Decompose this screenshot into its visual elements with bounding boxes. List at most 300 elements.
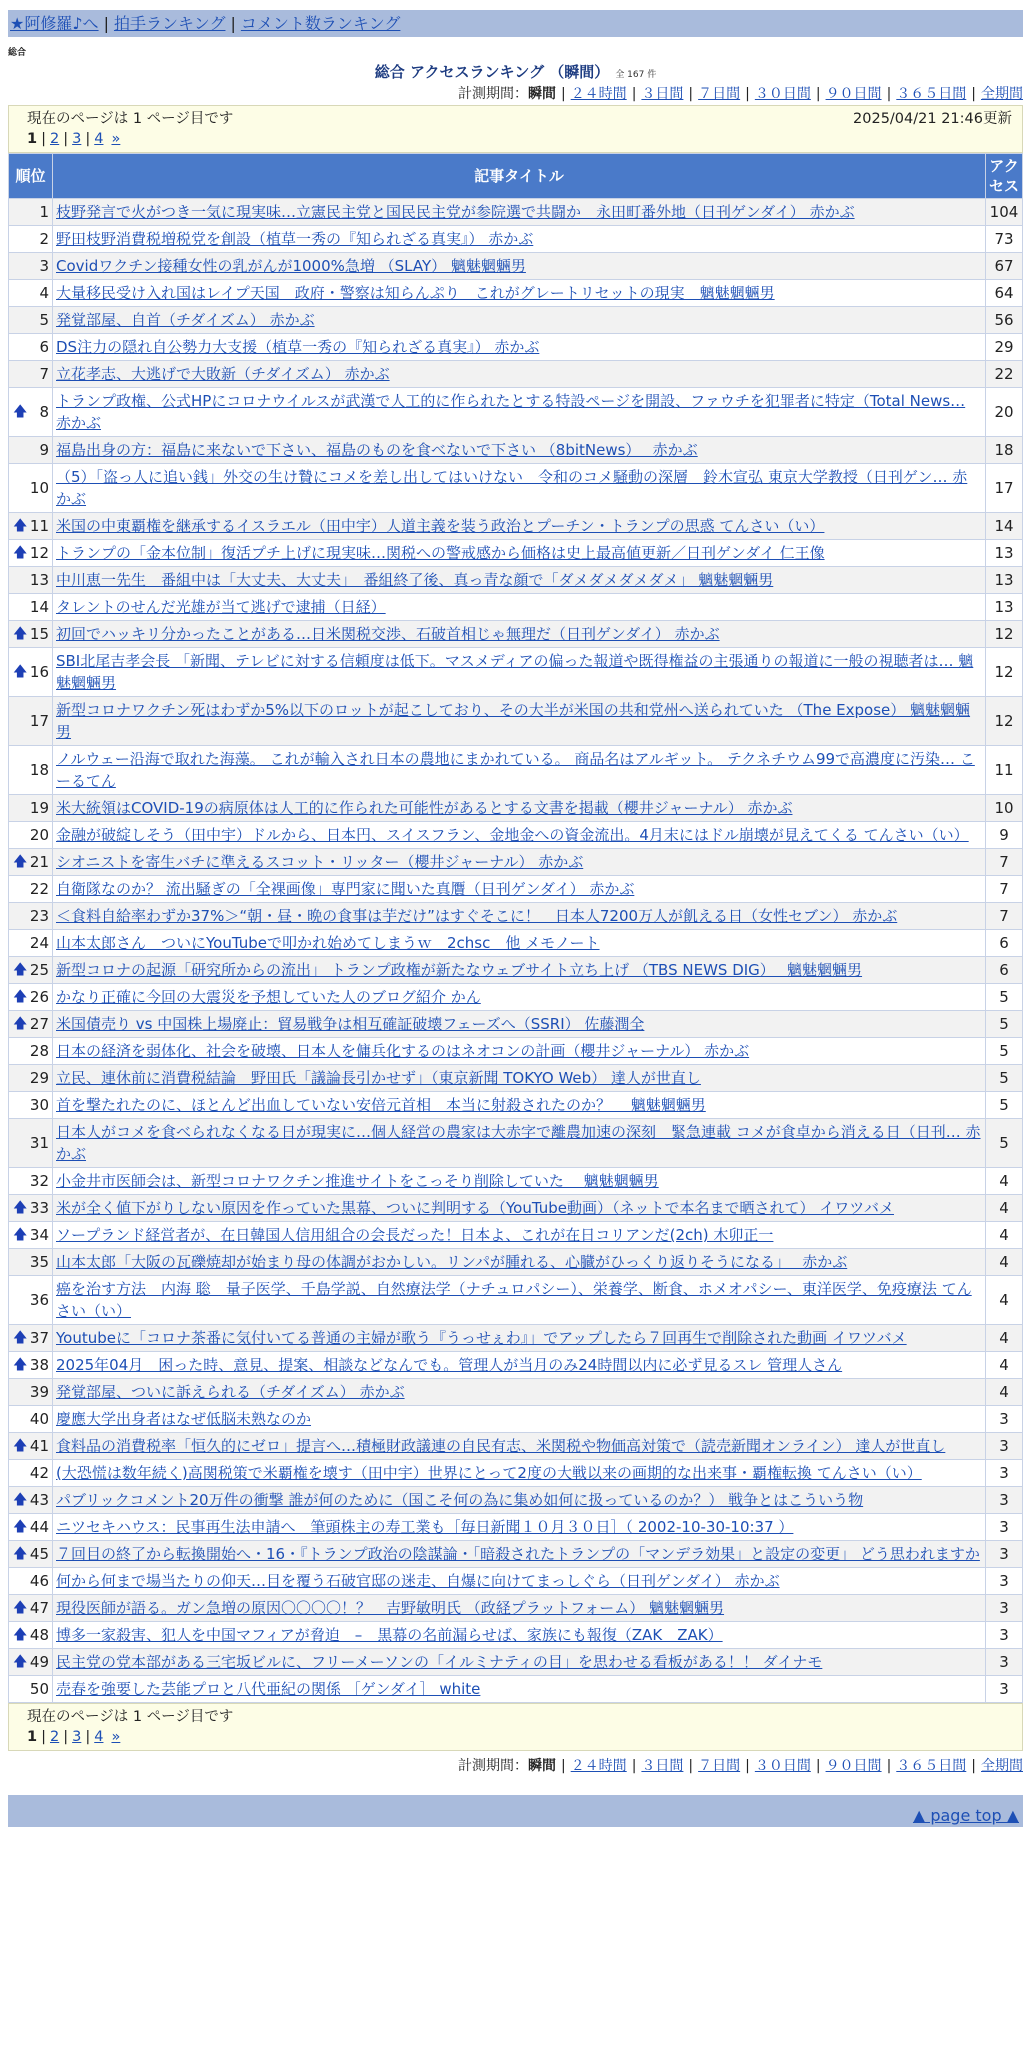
article-link[interactable]: シオニストを寄生バチに準えるスコット・リッター（櫻井ジャーナル） 赤かぶ bbox=[56, 853, 584, 871]
access-count: 13 bbox=[986, 567, 1023, 594]
pager-link-3[interactable]: 3 bbox=[72, 131, 82, 147]
title-cell bbox=[53, 795, 986, 822]
title-cell bbox=[53, 307, 986, 334]
access-count: 3 bbox=[986, 1595, 1023, 1622]
access-count: 4 bbox=[986, 1379, 1023, 1406]
article-link[interactable]: 癌を治す方法 内海 聡 量子医学、千島学説、自然療法学（ナチュロパシー）、栄養学、断食、ホメオパシー、東洋医学、免疫療法 てんさい（い） bbox=[56, 1280, 972, 1320]
table-row bbox=[9, 1622, 1023, 1649]
access-count: 5 bbox=[986, 1038, 1023, 1065]
rank-cell bbox=[9, 1352, 53, 1379]
table-row bbox=[9, 253, 1023, 280]
table-row bbox=[9, 1325, 1023, 1352]
access-count: 5 bbox=[986, 1092, 1023, 1119]
title-cell bbox=[53, 648, 986, 697]
article-link[interactable]: 売春を強要した芸能プロと八代亜紀の関係 ［ゲンダイ］ white bbox=[56, 1680, 481, 1698]
period-option-6[interactable]: 全期間 bbox=[981, 1758, 1023, 1774]
updated-timestamp: 2025/04/21 21:46更新 bbox=[853, 111, 1012, 127]
rank-cell bbox=[9, 1406, 53, 1433]
title-cell bbox=[53, 1595, 986, 1622]
rank-number: 45 bbox=[29, 1545, 49, 1563]
table-row bbox=[9, 1649, 1023, 1676]
article-link[interactable]: 自衛隊なのか？ 流出騒ぎの「全裸画像」専門家に聞いた真贋（日刊ゲンダイ） 赤かぶ bbox=[56, 880, 635, 898]
access-count: 9 bbox=[986, 822, 1023, 849]
rank-cell bbox=[9, 1676, 53, 1703]
access-count: 29 bbox=[986, 334, 1023, 361]
period-option-0[interactable]: ２４時間 bbox=[570, 1758, 627, 1774]
pager-separator: | bbox=[85, 131, 91, 147]
rank-number: 16 bbox=[29, 663, 49, 681]
rank-cell bbox=[9, 1065, 53, 1092]
rank-number: 2 bbox=[39, 230, 49, 248]
title-cell bbox=[53, 876, 986, 903]
rank-number: 26 bbox=[29, 988, 49, 1006]
article-link[interactable]: ノルウェー沿海で取れた海藻。 これが輸入され日本の農地にまかれている。 商品名はアルギット。 テクネチウム99で高濃度に汚染… こーるてん bbox=[56, 750, 975, 790]
access-count: 67 bbox=[986, 253, 1023, 280]
access-count: 5 bbox=[986, 1011, 1023, 1038]
title-cell bbox=[53, 1222, 986, 1249]
nav-link-ashura[interactable]: ★阿修羅♪へ bbox=[10, 14, 99, 33]
article-link[interactable]: 新型コロナワクチン死はわずか5%以下のロットが起こしており、その大半が米国の共和党州へ送られていた （The Expose） 魑魅魍魎男 bbox=[56, 701, 971, 741]
rank-number: 4 bbox=[39, 284, 49, 302]
up-arrow-icon: 🡅 bbox=[13, 1200, 28, 1216]
article-link[interactable]: 現役医師が語る。ガン急増の原因〇〇〇〇！？ 吉野敏明氏 （政経プラットフォーム） 魑魅魍魎男 bbox=[56, 1599, 725, 1617]
access-count: 4 bbox=[986, 1195, 1023, 1222]
up-arrow-icon: 🡅 bbox=[13, 626, 28, 642]
pager-link-3[interactable]: 3 bbox=[72, 1729, 82, 1745]
rank-number: 39 bbox=[29, 1383, 49, 1401]
title-cell bbox=[53, 437, 986, 464]
article-link[interactable]: 中川恵一先生 番組中は「大丈夫、大丈夫」 番組終了後、真っ青な顔で「ダメダメダメダメ」 魑魅魍魎男 bbox=[56, 571, 774, 589]
article-link[interactable]: 金融が破綻しそう（田中宇）ドルから、日本円、スイスフラン、金地金への資金流出。4月末にはドル崩壊が見えてくる てんさい（い） bbox=[56, 826, 969, 844]
article-link[interactable]: 初回でハッキリ分かったことがある…日米関税交渉、石破首相じゃ無理だ（日刊ゲンダイ） 赤かぶ bbox=[56, 625, 720, 643]
rank-number: 37 bbox=[29, 1329, 49, 1347]
rank-cell bbox=[9, 334, 53, 361]
title-cell bbox=[53, 1541, 986, 1568]
pager-link-4[interactable]: 4 bbox=[94, 1729, 104, 1745]
access-count: 56 bbox=[986, 307, 1023, 334]
rank-cell bbox=[9, 746, 53, 795]
article-link[interactable]: トランプの「金本位制」復活プチ上げに現実味…関税への警戒感から価格は史上最高値更新／日刊ゲンダイ 仁王像 bbox=[56, 544, 825, 562]
access-count: 17 bbox=[986, 464, 1023, 513]
period-separator: | bbox=[886, 86, 892, 102]
article-link[interactable]: 枝野発言で火がつき一気に現実味…立憲民主党と国民民主党が参院選で共闘か 永田町番外地（日刊ゲンダイ） 赤かぶ bbox=[56, 203, 855, 221]
article-link[interactable]: 米が全く値下がりしない原因を作っていた黒幕、ついに判明する（YouTube動画）（ネットで本名まで晒されて） イワツバメ bbox=[56, 1199, 894, 1217]
access-count: 12 bbox=[986, 697, 1023, 746]
period-option-5[interactable]: ３６５日間 bbox=[896, 1758, 967, 1774]
title-cell bbox=[53, 746, 986, 795]
period-current: 瞬間 bbox=[527, 1758, 556, 1774]
pager-bottom bbox=[27, 1727, 1012, 1747]
rank-number: 40 bbox=[29, 1410, 49, 1428]
rank-number: 5 bbox=[39, 311, 49, 329]
table-row bbox=[9, 1119, 1023, 1168]
table-row bbox=[9, 795, 1023, 822]
period-option-1[interactable]: ３日間 bbox=[641, 1758, 684, 1774]
rank-number: 35 bbox=[29, 1253, 49, 1271]
period-selector bbox=[0, 83, 1023, 105]
period-option-1[interactable]: ３日間 bbox=[641, 86, 684, 102]
up-arrow-icon: 🡅 bbox=[13, 1627, 28, 1643]
period-separator: | bbox=[971, 86, 976, 102]
title-cell bbox=[53, 1460, 986, 1487]
ranking-title: 総合 アクセスランキング （瞬間） bbox=[374, 63, 610, 81]
rank-number: 49 bbox=[29, 1653, 49, 1671]
access-count: 3 bbox=[986, 1676, 1023, 1703]
rank-cell bbox=[9, 1460, 53, 1487]
title-cell bbox=[53, 199, 986, 226]
current-page-text-bottom: 現在のページは 1 ページ目です bbox=[27, 1709, 234, 1725]
table-row bbox=[9, 1541, 1023, 1568]
article-link[interactable]: パブリックコメント20万件の衝撃 誰が何のために（国こそ何の為に集め如何に扱っているのか？） 戦争とはこういう物 bbox=[56, 1491, 864, 1509]
top-navigation bbox=[8, 10, 1023, 37]
period-option-3[interactable]: ３０日間 bbox=[754, 1758, 811, 1774]
rank-cell bbox=[9, 795, 53, 822]
title-cell bbox=[53, 1065, 986, 1092]
table-row bbox=[9, 513, 1023, 540]
rank-cell bbox=[9, 226, 53, 253]
table-row bbox=[9, 984, 1023, 1011]
pager-link-4[interactable]: 4 bbox=[94, 131, 104, 147]
title-cell bbox=[53, 1011, 986, 1038]
table-row bbox=[9, 361, 1023, 388]
article-link[interactable]: 日本人がコメを食べられなくなる日が現実に…個人経営の農家は大赤字で離農加速の深刻 緊急連載 コメが食卓から消える日（日刊… 赤かぶ bbox=[56, 1123, 981, 1163]
article-link[interactable]: 博多一家殺害、犯人を中国マフィアが脅迫 – 黒幕の名前漏らせば、家族にも報復（ZAK ZAK） bbox=[56, 1626, 723, 1644]
table-row bbox=[9, 1011, 1023, 1038]
table-row bbox=[9, 540, 1023, 567]
article-link[interactable]: 福島出身の方：福島に来ないで下さい、福島のものを食べないで下さい （8bitNews） 赤かぶ bbox=[56, 441, 698, 459]
title-cell bbox=[53, 567, 986, 594]
up-arrow-icon: 🡅 bbox=[13, 1227, 28, 1243]
access-count: 13 bbox=[986, 540, 1023, 567]
pager-link-2[interactable]: 2 bbox=[49, 131, 60, 147]
period-separator: | bbox=[688, 86, 694, 102]
pager-link-2[interactable]: 2 bbox=[49, 1729, 60, 1745]
period-separator: | bbox=[971, 1758, 976, 1774]
rank-cell bbox=[9, 594, 53, 621]
title-cell bbox=[53, 1379, 986, 1406]
title-cell bbox=[53, 1487, 986, 1514]
title-cell bbox=[53, 1352, 986, 1379]
table-row bbox=[9, 1406, 1023, 1433]
article-link[interactable]: ニツセキハウス：民事再生法申請へ 筆頭株主の寿工業も［毎日新聞１０月３０日］（ 2002-10-30-10:37 ） bbox=[56, 1518, 794, 1536]
rank-number: 7 bbox=[39, 365, 49, 383]
title-cell bbox=[53, 1568, 986, 1595]
rank-cell bbox=[9, 1433, 53, 1460]
rank-number: 6 bbox=[39, 338, 49, 356]
period-option-6[interactable]: 全期間 bbox=[981, 86, 1023, 102]
pager-separator: | bbox=[63, 1729, 69, 1745]
access-count: 5 bbox=[986, 984, 1023, 1011]
access-count: 3 bbox=[986, 1487, 1023, 1514]
rank-number: 25 bbox=[29, 961, 49, 979]
rank-cell bbox=[9, 1011, 53, 1038]
rank-number: 18 bbox=[29, 761, 49, 779]
rank-number: 22 bbox=[29, 880, 49, 898]
header-title: 記事タイトル bbox=[53, 154, 986, 199]
access-count: 10 bbox=[986, 795, 1023, 822]
period-option-4[interactable]: ９０日間 bbox=[825, 1758, 882, 1774]
table-row bbox=[9, 822, 1023, 849]
up-arrow-icon: 🡅 bbox=[13, 1654, 28, 1670]
article-link[interactable]: かなり正確に今回の大震災を予想していた人のブログ紹介 かん bbox=[56, 988, 481, 1006]
article-link[interactable]: 何から何まで場当たりの仰天…目を覆う石破官邸の迷走、自爆に向けてまっしぐら（日刊ゲンダイ） 赤かぶ bbox=[56, 1572, 780, 1590]
rank-cell bbox=[9, 1092, 53, 1119]
article-link[interactable]: 日本の経済を弱体化、社会を破壊、日本人を傭兵化するのはネオコンの計画（櫻井ジャーナル） 赤かぶ bbox=[56, 1042, 750, 1060]
access-count: 4 bbox=[986, 1222, 1023, 1249]
page-top-link[interactable]: ▲ page top ▲ bbox=[912, 1806, 1019, 1825]
period-separator: | bbox=[815, 1758, 821, 1774]
article-link[interactable]: 新型コロナの起源「研究所からの流出」 トランプ政権が新たなウェブサイト立ち上げ （TBS NEWS DIG） 魑魅魍魎男 bbox=[56, 961, 863, 979]
rank-number: 43 bbox=[29, 1491, 49, 1509]
pager-next[interactable]: » bbox=[111, 1729, 121, 1745]
table-row bbox=[9, 1038, 1023, 1065]
up-arrow-icon: 🡅 bbox=[13, 854, 28, 870]
table-row bbox=[9, 464, 1023, 513]
rank-cell bbox=[9, 697, 53, 746]
article-link[interactable]: (大恐慌は数年続く)高関税策で米覇権を壊す（田中宇）世界にとって2度の大戦以来の画期的な出来事・覇権転換 てんさい（い） bbox=[56, 1464, 922, 1482]
rank-cell bbox=[9, 849, 53, 876]
article-link[interactable]: SBI北尾吉孝会長 「新聞、テレビに対する信頼度は低下。マスメディアの偏った報道や既得権益の主張通りの報道に一般の視聴者は… 魑魅魍魎男 bbox=[56, 652, 974, 692]
rank-number: 36 bbox=[29, 1291, 49, 1309]
table-row bbox=[9, 1276, 1023, 1325]
title-cell bbox=[53, 1514, 986, 1541]
pager bbox=[27, 129, 1012, 149]
nav-link-comment-ranking[interactable]: コメント数ランキング bbox=[240, 14, 401, 33]
nav-link-clap-ranking[interactable]: 拍手ランキング bbox=[113, 14, 226, 33]
rank-cell bbox=[9, 1514, 53, 1541]
article-link[interactable]: 食料品の消費税率「恒久的にゼロ」提言へ…積極財政議連の自民有志、米関税や物価高対策で（読売新聞オンライン） 達人が世直し bbox=[56, 1437, 946, 1455]
access-count: 4 bbox=[986, 1325, 1023, 1352]
rank-cell bbox=[9, 1622, 53, 1649]
table-row bbox=[9, 307, 1023, 334]
table-row bbox=[9, 746, 1023, 795]
table-row bbox=[9, 199, 1023, 226]
table-row bbox=[9, 1676, 1023, 1703]
title-cell bbox=[53, 253, 986, 280]
table-row bbox=[9, 1460, 1023, 1487]
access-count: 18 bbox=[986, 437, 1023, 464]
title-cell bbox=[53, 1119, 986, 1168]
rank-cell bbox=[9, 1649, 53, 1676]
article-link[interactable]: Covidワクチン接種女性の乳がんが1000%急増 （SLAY） 魑魅魍魎男 bbox=[56, 257, 526, 275]
article-link[interactable]: 民主党の党本部がある三宅坂ビルに、フリーメーソンの「イルミナティの目」を思わせる看板がある！！ ダイナモ bbox=[56, 1653, 823, 1671]
access-count: 4 bbox=[986, 1352, 1023, 1379]
rank-number: 46 bbox=[29, 1572, 49, 1590]
article-link[interactable]: 米大統領はCOVID-19の病原体は人工的に作られた可能性があるとする文書を掲載（櫻井ジャーナル） 赤かぶ bbox=[56, 799, 793, 817]
nav-separator: | bbox=[230, 14, 236, 33]
article-link[interactable]: タレントのせんだ光雄が当て逃げで逮捕（日経） bbox=[56, 598, 386, 616]
table-row bbox=[9, 1514, 1023, 1541]
rank-number: 41 bbox=[29, 1437, 49, 1455]
article-link[interactable]: 慶應大学出身者はなぜ低脳未熟なのか bbox=[56, 1410, 312, 1428]
table-row bbox=[9, 226, 1023, 253]
article-link[interactable]: 発覚部屋、自首（チダイズム） 赤かぶ bbox=[56, 311, 315, 329]
up-arrow-icon: 🡅 bbox=[13, 1330, 28, 1346]
pager-separator: | bbox=[85, 1729, 91, 1745]
rank-number: 12 bbox=[29, 544, 49, 562]
period-option-2[interactable]: ７日間 bbox=[698, 86, 741, 102]
period-separator: | bbox=[745, 1758, 750, 1774]
rank-cell bbox=[9, 361, 53, 388]
table-row bbox=[9, 1065, 1023, 1092]
article-link[interactable]: ソープランド経営者が、在日韓国人信用組合の会長だった！日本よ、これが在日コリアンだ(2ch) 木卯正一 bbox=[56, 1226, 774, 1244]
article-link[interactable]: 米国債売り vs 中国株上場廃止：貿易戦争は相互確証破壊フェーズへ（SSRI） 佐藤潤全 bbox=[56, 1015, 645, 1033]
period-option-3[interactable]: ３０日間 bbox=[754, 86, 811, 102]
table-row bbox=[9, 1195, 1023, 1222]
article-link[interactable]: Youtubeに「コロナ茶番に気付いてる普通の主婦が歌う『うっせぇわ』」でアップしたら７回再生で削除された動画 イワツバメ bbox=[56, 1329, 907, 1347]
period-separator: | bbox=[631, 86, 637, 102]
access-count: 11 bbox=[986, 746, 1023, 795]
rank-cell bbox=[9, 567, 53, 594]
period-separator: | bbox=[745, 86, 750, 102]
table-row bbox=[9, 1433, 1023, 1460]
table-row bbox=[9, 388, 1023, 437]
up-arrow-icon: 🡅 bbox=[13, 962, 28, 978]
table-row bbox=[9, 1092, 1023, 1119]
article-link[interactable]: 小金井市医師会は、新型コロナワクチン推進サイトをこっそり削除していた 魑魅魍魎男 bbox=[56, 1172, 659, 1190]
up-arrow-icon: 🡅 bbox=[13, 404, 28, 420]
table-row bbox=[9, 334, 1023, 361]
access-count: 7 bbox=[986, 903, 1023, 930]
title-cell bbox=[53, 594, 986, 621]
paging-bottom bbox=[8, 1703, 1023, 1751]
up-arrow-icon: 🡅 bbox=[13, 1492, 28, 1508]
rank-cell bbox=[9, 1119, 53, 1168]
rank-number: 30 bbox=[29, 1096, 49, 1114]
rank-cell bbox=[9, 903, 53, 930]
article-link[interactable]: 野田枝野消費税増税党を創設（植草一秀の『知られざる真実』） 赤かぶ bbox=[56, 230, 534, 248]
paging-top bbox=[8, 105, 1023, 153]
rank-number: 33 bbox=[29, 1199, 49, 1217]
title-cell bbox=[53, 849, 986, 876]
access-count: 3 bbox=[986, 1406, 1023, 1433]
pager-separator: | bbox=[41, 1729, 46, 1745]
period-option-0[interactable]: ２４時間 bbox=[570, 86, 627, 102]
up-arrow-icon: 🡅 bbox=[13, 989, 28, 1005]
access-count: 3 bbox=[986, 1433, 1023, 1460]
rank-cell bbox=[9, 984, 53, 1011]
rank-cell bbox=[9, 1595, 53, 1622]
title-cell bbox=[53, 1406, 986, 1433]
table-row bbox=[9, 903, 1023, 930]
article-link[interactable]: ７回目の終了から転換開始へ・16・『トランプ政治の陰謀論・「暗殺されたトランプの「マンデラ効果」と設定の変更」 どう思われますか bbox=[56, 1545, 980, 1563]
table-row bbox=[9, 876, 1023, 903]
current-page-text: 現在のページは 1 ページ目です bbox=[27, 111, 234, 127]
pager-next[interactable]: » bbox=[111, 131, 121, 147]
title-cell bbox=[53, 464, 986, 513]
title-cell bbox=[53, 822, 986, 849]
article-link[interactable]: 2025年04月 困った時、意見、提案、相談などなんでも。管理人が当月のみ24時間以内に必ず見るスレ 管理人さん bbox=[56, 1356, 843, 1374]
article-link[interactable]: 山本太郎さん ついにYouTubeで叩かれ始めてしまうｗ 2chsc 他 メモノート bbox=[56, 934, 600, 952]
article-link[interactable]: 立花孝志、大逃げで大敗新（チダイズム） 赤かぶ bbox=[56, 365, 390, 383]
rank-number: 48 bbox=[29, 1626, 49, 1644]
rank-cell bbox=[9, 388, 53, 437]
rank-number: 10 bbox=[29, 479, 49, 497]
article-link[interactable]: 首を撃たれたのに、ほとんど出血していない安倍元首相 本当に射殺されたのか？ 魑魅魍魎男 bbox=[56, 1096, 706, 1114]
ranking-table bbox=[8, 153, 1023, 1703]
access-count: 14 bbox=[986, 513, 1023, 540]
article-link[interactable]: 米国の中東覇権を継承するイスラエル（田中宇）人道主義を装う政治とプーチン・トランプの思惑 てんさい（い） bbox=[56, 517, 825, 535]
up-arrow-icon: 🡅 bbox=[13, 1357, 28, 1373]
section-label: 総合 bbox=[8, 48, 27, 58]
access-count: 4 bbox=[986, 1168, 1023, 1195]
article-link[interactable]: 立民、連休前に消費税結論 野田氏「議論長引かせず」（東京新聞 TOKYO Web） 達人が世直し bbox=[56, 1069, 701, 1087]
article-link[interactable]: ＜食料自給率わずか37%＞“朝・昼・晩の食事は芋だけ”はすぐそこに！ 日本人7200万人が飢える日（女性セブン） 赤かぶ bbox=[56, 907, 898, 925]
table-row bbox=[9, 594, 1023, 621]
rank-number: 42 bbox=[29, 1464, 49, 1482]
access-count: 5 bbox=[986, 1119, 1023, 1168]
title-cell bbox=[53, 1195, 986, 1222]
access-count: 6 bbox=[986, 957, 1023, 984]
period-option-5[interactable]: ３６５日間 bbox=[896, 86, 967, 102]
rank-number: 1 bbox=[39, 203, 49, 221]
rank-cell bbox=[9, 930, 53, 957]
table-row bbox=[9, 648, 1023, 697]
article-link[interactable]: 山本太郎「大阪の瓦礫焼却が始まり母の体調がおかしい。リンパが腫れる、心臓がひっくり返りそうになる」 赤かぶ bbox=[56, 1253, 848, 1271]
title-cell bbox=[53, 930, 986, 957]
access-count: 13 bbox=[986, 594, 1023, 621]
pager-current: 1 bbox=[27, 1729, 38, 1745]
rank-cell bbox=[9, 1168, 53, 1195]
title-cell bbox=[53, 1249, 986, 1276]
rank-cell bbox=[9, 1379, 53, 1406]
article-link[interactable]: 大量移民受け入れ国はレイプ天国 政府・警察は知らんぷり これがグレートリセットの現実 魑魅魍魎男 bbox=[56, 284, 775, 302]
title-cell bbox=[53, 957, 986, 984]
access-count: 64 bbox=[986, 280, 1023, 307]
rank-number: 17 bbox=[29, 712, 49, 730]
rank-cell bbox=[9, 513, 53, 540]
access-count: 3 bbox=[986, 1568, 1023, 1595]
rank-cell bbox=[9, 1038, 53, 1065]
rank-cell bbox=[9, 253, 53, 280]
article-link[interactable]: （5）「盗っ人に追い銭」外交の生け贄にコメを差し出してはいけない 令和のコメ騒動の深層 鈴木宣弘 東京大学教授（日刊ゲン… 赤かぶ bbox=[56, 468, 968, 508]
period-separator: | bbox=[560, 86, 566, 102]
rank-number: 50 bbox=[29, 1680, 49, 1698]
title-cell bbox=[53, 1325, 986, 1352]
rank-number: 27 bbox=[29, 1015, 49, 1033]
title-cell bbox=[53, 280, 986, 307]
period-option-2[interactable]: ７日間 bbox=[698, 1758, 741, 1774]
up-arrow-icon: 🡅 bbox=[13, 1016, 28, 1032]
rank-cell bbox=[9, 540, 53, 567]
up-arrow-icon: 🡅 bbox=[13, 518, 28, 534]
table-row bbox=[9, 1379, 1023, 1406]
period-option-4[interactable]: ９０日間 bbox=[825, 86, 882, 102]
rank-cell bbox=[9, 464, 53, 513]
table-row bbox=[9, 957, 1023, 984]
article-link[interactable]: DS注力の隠れ自公勢力大支援（植草一秀の『知られざる真実』） 赤かぶ bbox=[56, 338, 540, 356]
title-cell bbox=[53, 1038, 986, 1065]
access-count: 4 bbox=[986, 1276, 1023, 1325]
header-rank: 順位 bbox=[9, 154, 53, 199]
access-count: 3 bbox=[986, 1514, 1023, 1541]
rank-number: 28 bbox=[29, 1042, 49, 1060]
access-count: 7 bbox=[986, 849, 1023, 876]
rank-number: 29 bbox=[29, 1069, 49, 1087]
article-link[interactable]: トランプ政権、公式HPにコロナウイルスが武漢で人工的に作られたとする特設ページを開設、ファウチを犯罪者に特定（Total News… 赤かぶ bbox=[56, 392, 966, 432]
pager-current: 1 bbox=[27, 131, 38, 147]
access-count: 3 bbox=[986, 1622, 1023, 1649]
rank-cell bbox=[9, 1541, 53, 1568]
rank-number: 44 bbox=[29, 1518, 49, 1536]
rank-cell bbox=[9, 1222, 53, 1249]
table-header-row bbox=[9, 154, 1023, 199]
rank-cell bbox=[9, 199, 53, 226]
period-separator: | bbox=[815, 86, 821, 102]
article-link[interactable]: 発覚部屋、ついに訴えられる（チダイズム） 赤かぶ bbox=[56, 1383, 405, 1401]
period-selector-bottom bbox=[0, 1755, 1023, 1777]
up-arrow-icon: 🡅 bbox=[13, 1600, 28, 1616]
